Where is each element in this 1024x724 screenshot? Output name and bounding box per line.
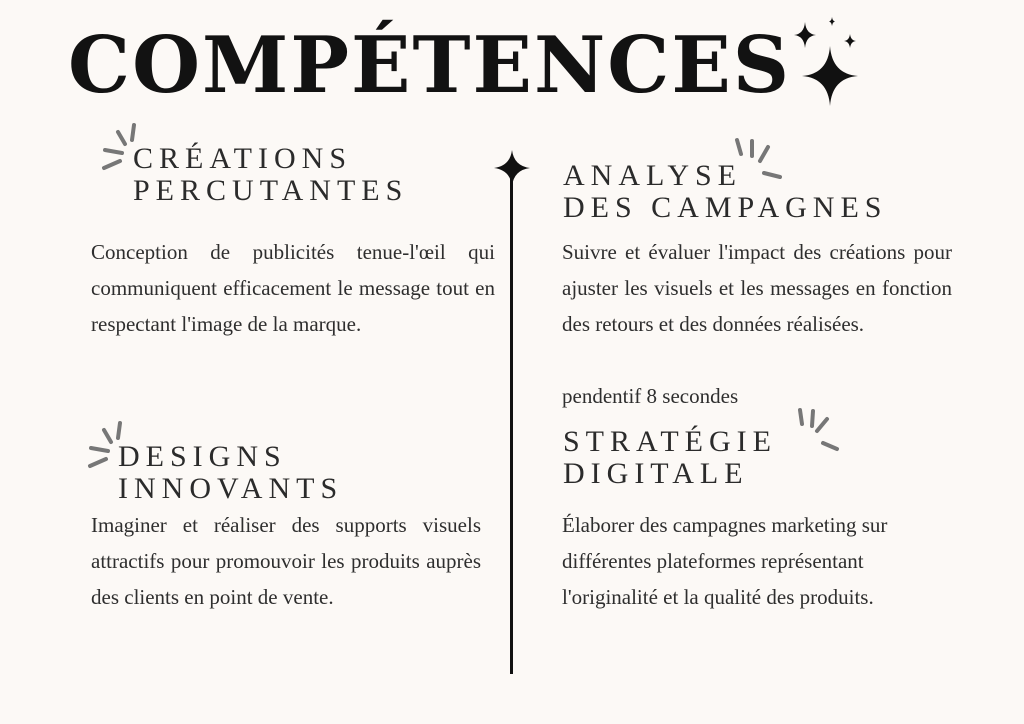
section-extra-analyse: pendentif 8 secondes — [562, 384, 739, 408]
section-heading-strategie: STRATÉGIE DIGITALE — [563, 425, 777, 490]
section-heading-designs: DESIGNS INNOVANTS — [118, 440, 344, 505]
section-heading-analyse: ANALYSE DES CAMPAGNES — [563, 159, 888, 224]
burst-lines-icon — [795, 407, 841, 455]
section-body-designs: Imaginer et réaliser des supports visuels attractifs pour promouvoir les produits auprès des clients en point de vente. — [91, 513, 481, 609]
section-body-creations: Conception de publicités tenue-l'œil qui communiquent efficacement le message tout en respectant l'image de la marque. — [91, 240, 495, 336]
sparkle-stars-icon — [790, 16, 870, 108]
section-body-analyse: Suivre et évaluer l'impact des créations pour ajuster les visuels et les messages en fonction des retours et des données réalisées. — [562, 240, 952, 336]
section-body-strategie: Élaborer des campagnes marketing sur différentes plateformes représentant l'originalité et la qualité des produits. — [562, 513, 888, 609]
vertical-divider — [510, 172, 513, 674]
section-heading-creations: CRÉATIONS PERCUTANTES — [133, 142, 409, 207]
page-title: COMPÉTENCES — [68, 20, 792, 111]
